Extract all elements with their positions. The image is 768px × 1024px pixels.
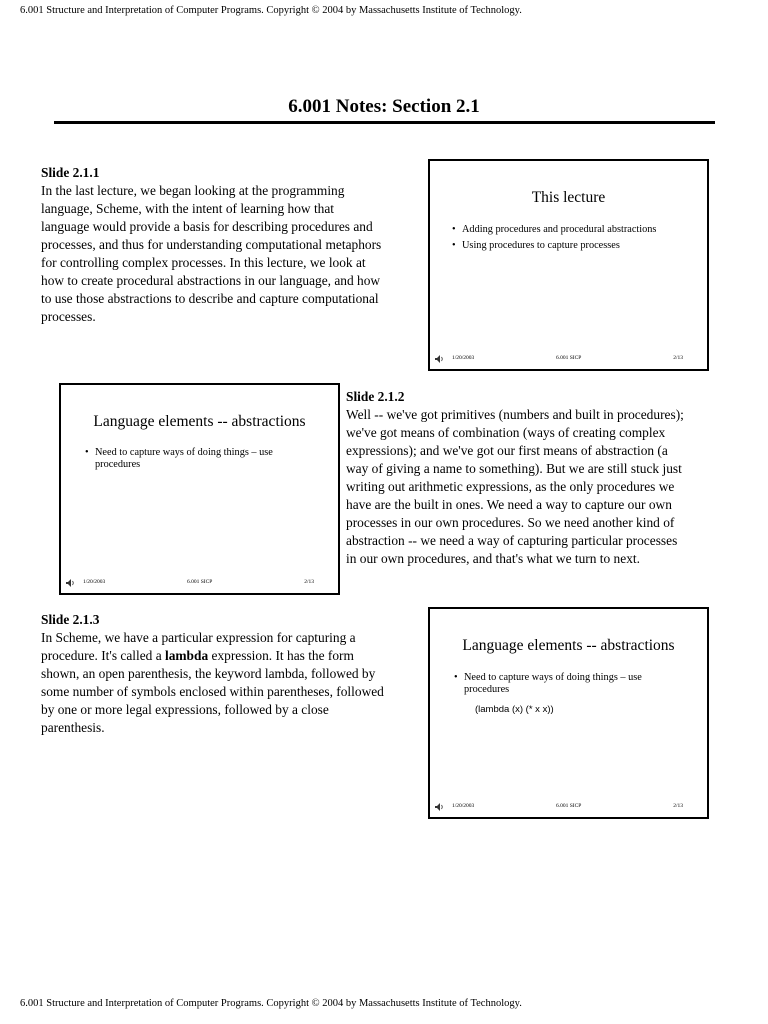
slide-thumbnail-2-1-2 — [59, 383, 340, 595]
text-line: Well -- we've got primitives (numbers and built in procedures); — [346, 407, 684, 422]
text-fragment: procedure. It's called a — [41, 648, 165, 663]
slide-footer-page: 2/13 — [673, 355, 683, 361]
slide-footer-date: 1/20/2003 — [83, 579, 106, 585]
text-line: In the last lecture, we began looking at the programming — [41, 183, 345, 198]
slide-footer-course: 6.001 SICP — [556, 355, 582, 361]
slide-title: Language elements -- abstractions — [93, 413, 306, 430]
lambda-keyword: lambda — [164, 648, 209, 663]
slide-heading: Slide 2.1.3 — [41, 612, 100, 627]
slide-footer-date: 1/20/2003 — [452, 355, 475, 361]
text-line: for controlling complex processes. In this lecture, we look at — [41, 255, 366, 270]
page-footer: 6.001 Structure and Interpretation of Computer Programs. Copyright © 2004 by Massachusetts Institute of Technology. — [20, 998, 522, 1009]
text-line: In Scheme, we have a particular expression for capturing a — [41, 630, 356, 645]
text-line: by one or more legal expressions, followed by a close — [41, 702, 329, 717]
slide-footer-page: 2/13 — [304, 579, 314, 585]
text-line: processes, and thus for understanding computational metaphors — [41, 237, 382, 252]
text-line: how to create procedural abstractions in our language, and how — [41, 273, 381, 288]
text-line: have are the built in ones. We need a way to capture our own — [346, 497, 672, 512]
text-line: parenthesis. — [41, 720, 105, 735]
section-2-1-1-text — [41, 164, 381, 326]
slide-title: Language elements -- abstractions — [462, 637, 675, 654]
slide-bullet: • Adding procedures and procedural abstractions — [452, 224, 702, 236]
slide-bullets — [454, 672, 664, 700]
text-line: writing out arithmetic expressions, as the only procedures we — [346, 479, 675, 494]
text-line: some number of symbols enclosed within parentheses, followed — [41, 684, 384, 699]
slide-bullet: • Need to capture ways of doing things – use procedures — [454, 672, 664, 696]
slide-footer-course: 6.001 SICP — [187, 579, 213, 585]
slide-bullet: • Need to capture ways of doing things – use procedures — [85, 447, 295, 471]
slide-title: This lecture — [531, 189, 606, 206]
speaker-icon — [434, 802, 444, 812]
slide-footer-date: 1/20/2003 — [452, 803, 475, 809]
slide-footer-page: 2/13 — [673, 803, 683, 809]
slide-thumbnail-2-1-3 — [428, 607, 709, 819]
text-line: shown, an open parenthesis, the keyword lambda, followed by — [41, 666, 376, 681]
text-line: we've got means of combination (ways of creating complex — [346, 425, 666, 440]
text-line: processes. — [41, 309, 96, 324]
text-line: way of giving a name to something). But we are still stuck just — [346, 461, 682, 476]
slide-footer-course: 6.001 SICP — [556, 803, 582, 809]
lambda-code-example: (lambda (x) (* x x)) — [475, 704, 554, 715]
text-line: processes in our own procedures. So we need another kind of — [346, 515, 675, 530]
slide-bullet: • Using procedures to capture processes — [452, 240, 702, 252]
page-title: 6.001 Notes: Section 2.1 — [288, 96, 480, 117]
page-header: 6.001 Structure and Interpretation of Computer Programs. Copyright © 2004 by Massachusetts Institute of Technology. — [20, 5, 522, 16]
speaker-icon — [434, 354, 444, 364]
text-line: abstraction -- we need a way of capturing particular processes — [346, 533, 678, 548]
text-line: language, Scheme, with the intent of learning how that — [41, 201, 335, 216]
text-fragment: expression. It has the form — [208, 648, 354, 663]
title-rule — [54, 121, 715, 124]
text-line: expressions); and we've got our first means of abstraction (a — [346, 443, 668, 458]
slide-bullets — [85, 447, 295, 475]
text-line: in our own procedures, and that's what we turn to next. — [346, 551, 640, 566]
slide-heading: Slide 2.1.1 — [41, 165, 100, 180]
text-line: to use those abstractions to describe and capture computational — [41, 291, 379, 306]
section-2-1-3-text — [41, 611, 384, 737]
text-line: language would provide a basis for describing procedures and — [41, 219, 373, 234]
section-2-1-2-text — [346, 388, 684, 568]
text-line-lambda — [41, 647, 384, 665]
speaker-icon — [65, 578, 75, 588]
slide-thumbnail-2-1-1 — [428, 159, 709, 371]
slide-heading: Slide 2.1.2 — [346, 389, 405, 404]
slide-bullets — [452, 224, 702, 256]
